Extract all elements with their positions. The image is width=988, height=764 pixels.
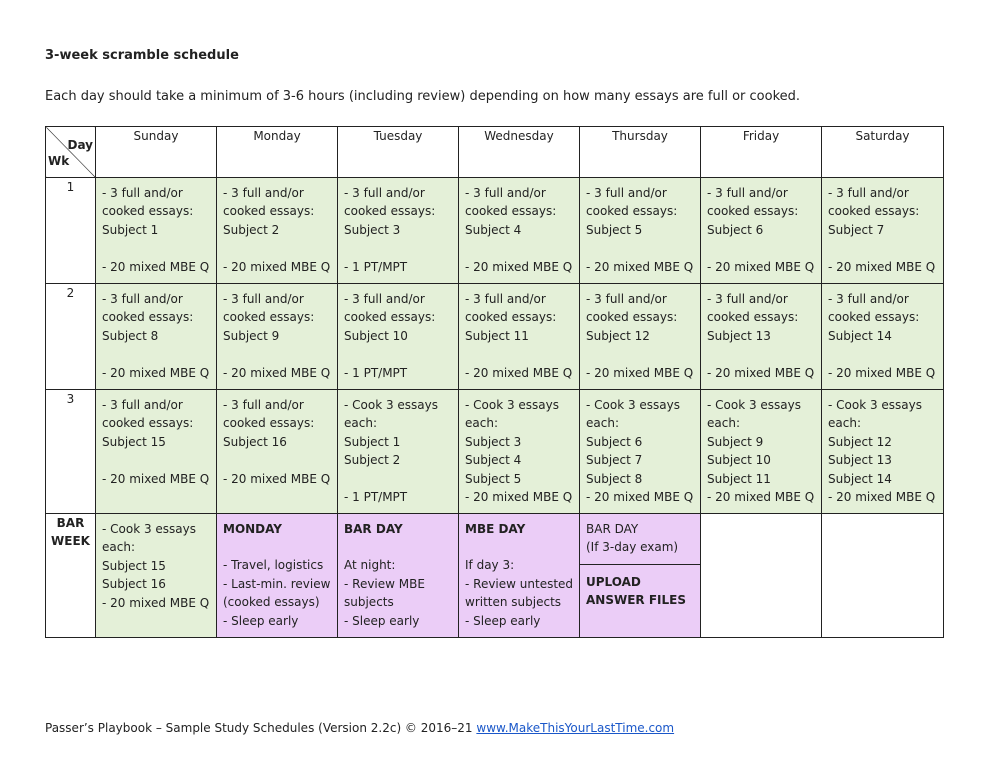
upload-answer-files-note: UPLOAD ANSWER FILES [586,575,686,608]
monday-heading: MONDAY [223,522,282,536]
schedule-cell: - 3 full and/or cooked essays: Subject 4 - 20 mixed MBE Q [465,186,573,274]
day-header-wednesday: Wednesday [459,127,580,178]
schedule-cell: - 3 full and/or cooked essays: Subject 15 - 20 mixed MBE Q [102,398,210,486]
bar-week-label: BAR WEEK [46,514,96,638]
corner-day-label: Day [67,138,93,152]
schedule-cell: - 3 full and/or cooked essays: Subject 11 - 20 mixed MBE Q [465,292,573,380]
schedule-cell: - 3 full and/or cooked essays: Subject 7 - 20 mixed MBE Q [828,186,936,274]
footer-link[interactable]: www.MakeThisYourLastTime.com [476,721,675,735]
schedule-cell: - 3 full and/or cooked essays: Subject 13 - 20 mixed MBE Q [707,292,815,380]
bar-week-row [46,514,944,638]
empty-cell-saturday [822,514,944,638]
schedule-cell: - 3 full and/or cooked essays: Subject 16 - 20 mixed MBE Q [223,398,331,486]
corner-header [46,127,96,178]
week-2-row [46,284,944,390]
week-3-row [46,390,944,514]
bar-day-heading: BAR DAY [344,522,403,536]
intro-text: Each day should take a minimum of 3-6 hours (including review) depending on how many essays are full or cooked. [45,89,801,104]
empty-cell-friday [701,514,822,638]
day-header-friday: Friday [701,127,822,178]
header-row [46,127,944,178]
schedule-cell: - 3 full and/or cooked essays: Subject 1 - 20 mixed MBE Q [102,186,210,274]
day-header-monday: Monday [217,127,338,178]
schedule-cell: - Cook 3 essays each: Subject 6 Subject 7 Subject 8 - 20 mixed MBE Q [586,398,694,505]
footer-text: Passer’s Playbook – Sample Study Schedules (Version 2.2c) © 2016–21 [45,721,477,735]
bar-week-sunday-cell: - Cook 3 essays each: Subject 15 Subject 16 - 20 mixed MBE Q [102,522,210,610]
schedule-cell: - 3 full and/or cooked essays: Subject 8 - 20 mixed MBE Q [102,292,210,380]
week-label: 2 [46,284,96,390]
mbe-day-plan: If day 3: - Review untested written subjects - Sleep early [465,558,574,628]
schedule-table [45,126,944,638]
week-1-row [46,178,944,284]
monday-plan: - Travel, logistics - Last-min. review (cooked essays) - Sleep early [223,558,331,628]
week-label: 1 [46,178,96,284]
schedule-cell: - Cook 3 essays each: Subject 12 Subject 13 Subject 14 - 20 mixed MBE Q [828,398,936,505]
day-header-saturday: Saturday [822,127,944,178]
schedule-cell: - 3 full and/or cooked essays: Subject 14 - 20 mixed MBE Q [828,292,936,380]
schedule-cell: - 3 full and/or cooked essays: Subject 6 - 20 mixed MBE Q [707,186,815,274]
schedule-cell: - Cook 3 essays each: Subject 3 Subject 4 Subject 5 - 20 mixed MBE Q [465,398,573,505]
schedule-cell: - 3 full and/or cooked essays: Subject 5 - 20 mixed MBE Q [586,186,694,274]
mbe-day-heading: MBE DAY [465,522,526,536]
schedule-cell: - 3 full and/or cooked essays: Subject 10 - 1 PT/MPT [344,292,436,380]
schedule-cell: - 3 full and/or cooked essays: Subject 12 - 20 mixed MBE Q [586,292,694,380]
schedule-cell: - Cook 3 essays each: Subject 1 Subject 2 - 1 PT/MPT [344,398,439,505]
bar-day-plan: At night: - Review MBE subjects - Sleep early [344,558,425,628]
schedule-cell: - 3 full and/or cooked essays: Subject 9 - 20 mixed MBE Q [223,292,331,380]
thursday-bar-day-note: BAR DAY (If 3-day exam) [580,514,700,565]
schedule-cell: - 3 full and/or cooked essays: Subject 2 - 20 mixed MBE Q [223,186,331,274]
schedule-cell: - Cook 3 essays each: Subject 9 Subject 10 Subject 11 - 20 mixed MBE Q [707,398,815,505]
day-header-sunday: Sunday [96,127,217,178]
footer [45,721,674,735]
corner-wk-label: Wk [48,153,70,168]
day-header-thursday: Thursday [580,127,701,178]
page-title: 3-week scramble schedule [45,48,239,63]
day-header-tuesday: Tuesday [338,127,459,178]
schedule-cell: - 3 full and/or cooked essays: Subject 3 - 1 PT/MPT [344,186,436,274]
week-label: 3 [46,390,96,514]
